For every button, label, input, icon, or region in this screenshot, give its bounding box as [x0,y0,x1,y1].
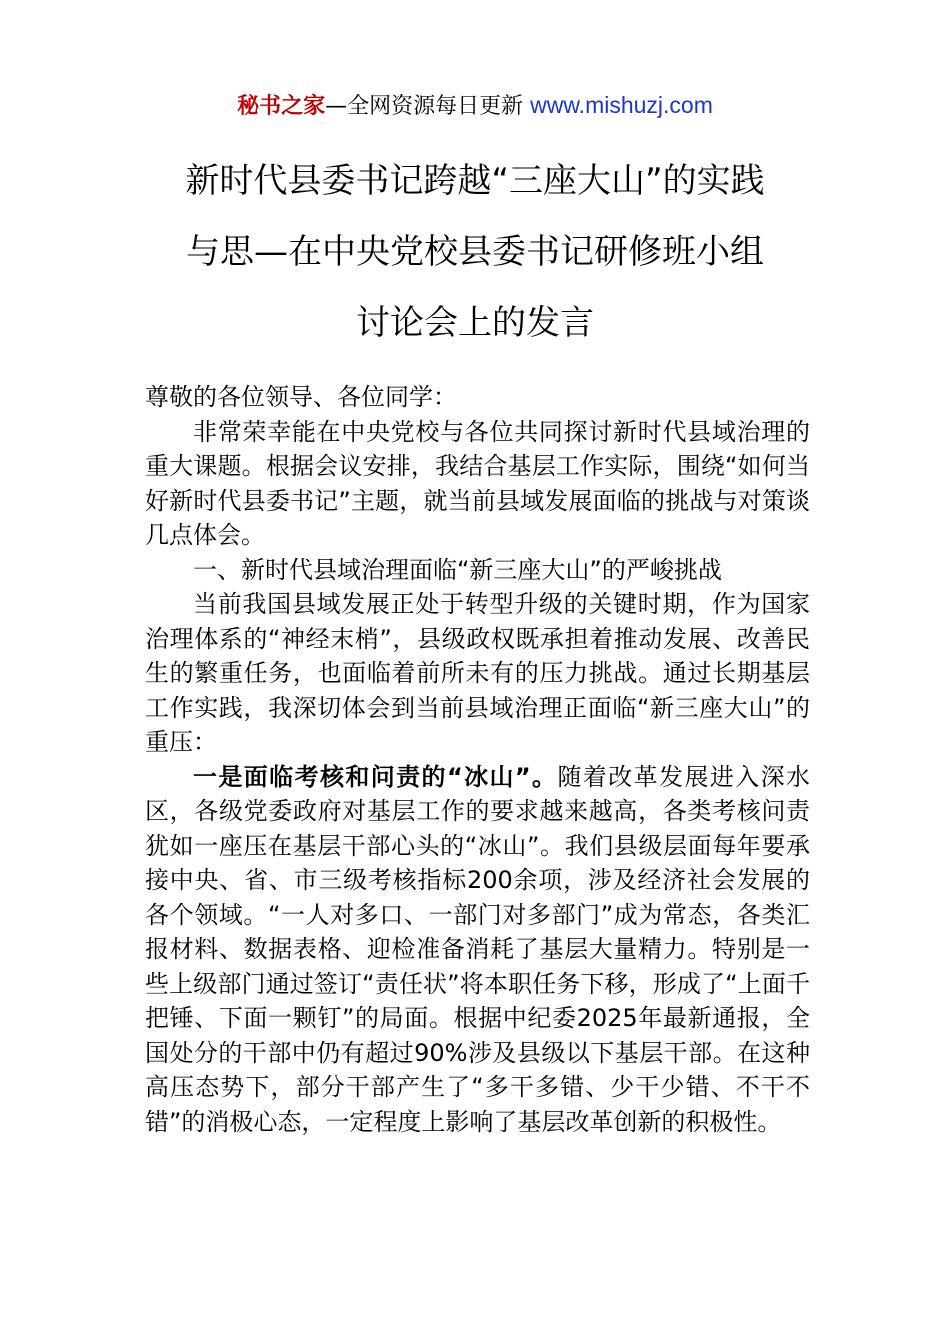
site-header [0,88,950,124]
site-brand: 秘书之家 [237,94,326,119]
title-line-1: 新时代县委书记跨越“三座大山”的实践 [185,161,765,201]
document-body [145,380,810,1139]
intro-paragraph: 非常荣幸能在中央党校与各位共同探讨新时代县域治理的重大课题。根据会议安排，我结合基层工作实际，围绕“如何当好新时代县委书记”主题，就当前县域发展面临的挑战与对策谈几点体会。 [145,417,810,549]
section-paragraph-1: 当前我国县域发展正处于转型升级的关键时期，作为国家治理体系的“神经末梢”，县级政权既承担着推动发展、改善民生的繁重任务，也面临着前所未有的压力挑战。通过长期基层工作实践，我深切体会到当前县域治理正面临“新三座大山”的重压： [145,590,810,756]
point-lead-1: 一是面临考核和问责的“冰山”。 [193,762,558,791]
salutation: 尊敬的各位领导、各位同学： [145,383,457,411]
point-text-1: 随着改革发展进入深水区，各级党委政府对基层工作的要求越来越高，各类考核问责犹如一座压在基层干部心头的“冰山”。我们县级层面每年要承接中央、省、市三级考核指标200余项，涉及经济社会发展的各个领域。“一人对多口、一部门对多部门”成为常态，各类汇报材料、数据表格、迎检准备消耗了基层大量精力。特别是一些上级部门通过签订“责任状”将本职任务下移，形成了“上面千把锤、下面一颗钉”的局面。根据中纪委2025年最新通报，全国处分的干部中仍有超过90%涉及县级以下基层干部。在这种高压态势下，部分干部产生了“多干多错、少干少错、不干不错”的消极心态，一定程度上影响了基层改革创新的积极性。 [145,762,811,1136]
site-url-link[interactable]: www.mishuzj.com [530,92,713,118]
site-tagline: —全网资源每日更新 [325,94,531,119]
point-paragraph-1 [145,760,810,1140]
title-line-3: 讨论会上的发言 [356,303,594,343]
document-title [140,146,810,359]
title-line-2: 与思—在中央党校县委书记研修班小组 [186,232,764,272]
section-heading-1: 一、新时代县域治理面临“新三座大山”的严峻挑战 [193,555,722,584]
